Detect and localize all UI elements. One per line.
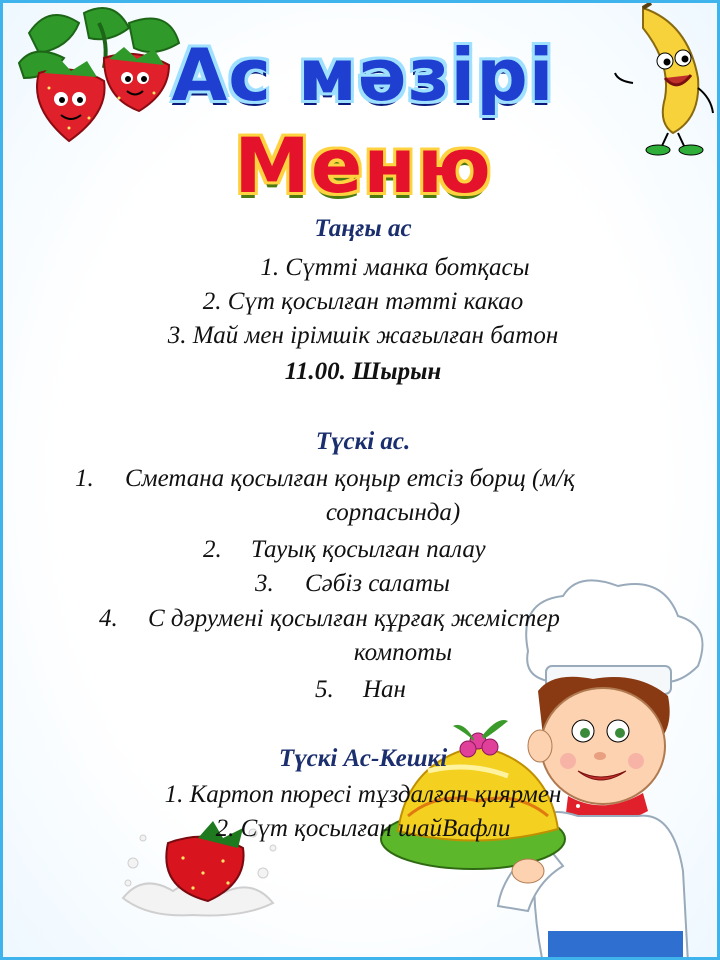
lunch-header: Түскі ас. bbox=[315, 428, 411, 455]
lunch-item-2-number: 2. bbox=[203, 536, 222, 563]
afternoon-header: Түскі Ас-Кешкі bbox=[278, 745, 448, 772]
lunch-item-2: Тауық қосылған палау bbox=[251, 536, 486, 563]
lunch-item-4: С дәрумені қосылған құрғақ жемістер bbox=[148, 605, 560, 632]
afternoon-item-1: 1. Картоп пюресі тұздалған қиярмен bbox=[164, 781, 562, 808]
snack-juice: 11.00. Шырын bbox=[284, 358, 442, 385]
breakfast-header: Таңғы ас bbox=[314, 215, 412, 242]
lunch-item-3-number: 3. bbox=[255, 570, 274, 597]
breakfast-item-3: 3. Май мен ірімшік жағылған батон bbox=[167, 322, 559, 349]
lunch-item-1-continuation: сорпасында) bbox=[325, 499, 461, 526]
title-kazakh: Ас мәзірі bbox=[171, 33, 555, 117]
lunch-item-5: Нан bbox=[363, 676, 406, 703]
breakfast-item-2: 2. Сүт қосылған тәтті какао bbox=[202, 288, 524, 315]
lunch-item-1-number: 1. bbox=[75, 465, 94, 492]
afternoon-item-2: 2. Сүт қосылған шайВафли bbox=[215, 815, 511, 842]
breakfast-item-1: 1. Сүтті манка ботқасы bbox=[260, 254, 530, 281]
title-menu: Меню bbox=[234, 121, 492, 210]
lunch-item-4-number: 4. bbox=[99, 605, 118, 632]
lunch-item-4-continuation: компоты bbox=[353, 639, 453, 666]
lunch-item-5-number: 5. bbox=[315, 676, 334, 703]
lunch-item-3: Сәбіз салаты bbox=[305, 570, 450, 597]
lunch-item-1: Сметана қосылған қоңыр етсіз борщ (м/қ bbox=[125, 465, 575, 492]
